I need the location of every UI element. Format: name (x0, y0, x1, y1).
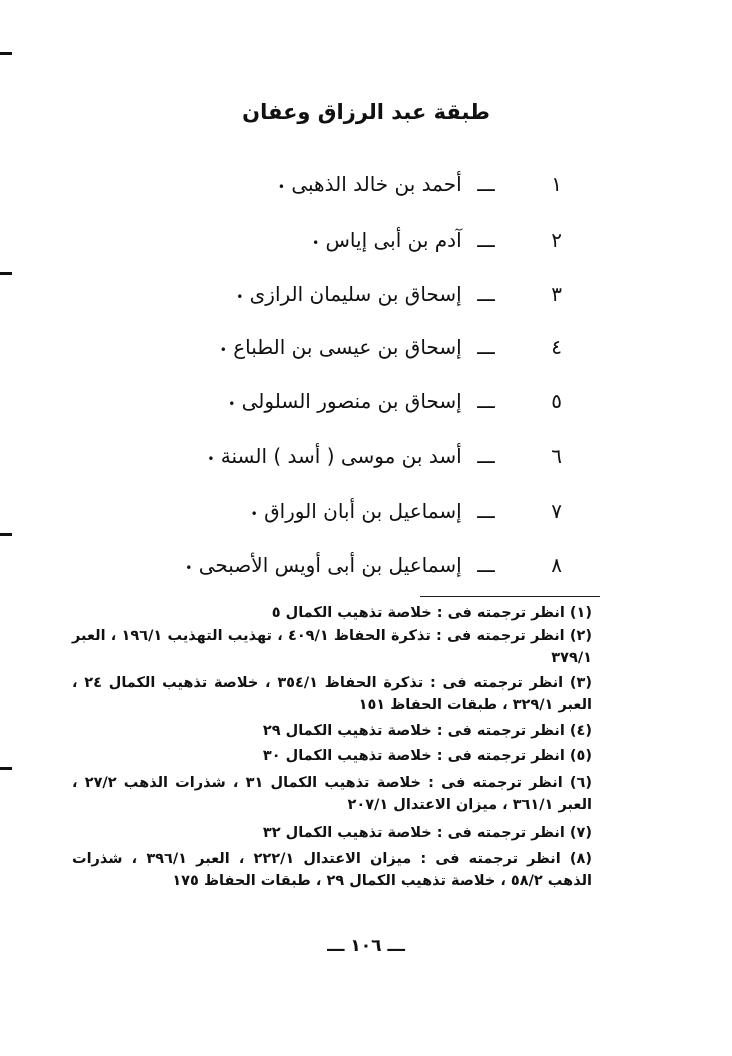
scan-edge-mark (0, 52, 12, 55)
footnote: (٢) انظر ترجمته فى : تذكرة الحفاظ ٤٠٩/١ ، تهذيب التهذيب ١٩٦/١ ، العبر ٣٧٩/١ (72, 628, 592, 666)
entry-name: آدم بن أبى إياس (325, 228, 462, 252)
entry-number: ٨ (551, 553, 562, 577)
footnote-marker: • (219, 343, 227, 357)
entry-number: ٦ (551, 444, 562, 468)
list-item (228, 387, 562, 418)
entry-number: ٥ (551, 389, 562, 413)
entry-dash: ـــ (477, 553, 495, 577)
list-item (251, 497, 562, 528)
list-item (312, 226, 562, 257)
footnote: (٨) انظر ترجمته فى : ميزان الاعتدال ٢٢٢/١ ، العبر ٣٩٦/١ ، شذرات الذهب ٥٨/٢ ، خلاصة تذهيب الكمال ٢٩ ، طبقات الحفاظ ١٧٥ (72, 851, 592, 889)
entry-dash: ـــ (477, 389, 495, 413)
entry-dash: ـــ (477, 282, 495, 306)
entry-dash: ـــ (477, 335, 495, 359)
entry-dash: ـــ (477, 228, 495, 252)
footnote-marker: • (277, 180, 285, 194)
list-item (278, 170, 562, 201)
footnote-marker: • (250, 507, 258, 521)
entry-name: إسحاق بن سليمان الرازى (249, 282, 462, 306)
entry-name: إسحاق بن عيسى بن الطباع (233, 335, 462, 359)
footnote: (٧) انظر ترجمته فى : خلاصة تذهيب الكمال ٣٢ (262, 825, 592, 841)
page-number: ـــ ١٠٦ ـــ (327, 936, 405, 956)
entry-name: إسماعيل بن أبان الوراق (264, 499, 462, 523)
list-item (185, 551, 562, 582)
footnote-marker: • (207, 452, 215, 466)
entry-dash: ـــ (477, 444, 495, 468)
footnote: (٤) انظر ترجمته فى : خلاصة تذهيب الكمال ٢٩ (262, 723, 592, 739)
footnote: (٦) انظر ترجمته فى : خلاصة تذهيب الكمال ٣١ ، شذرات الذهب ٢٧/٢ ، العبر ٣٦١/١ ، ميزان الاعتدال ٢٠٧/١ (72, 775, 592, 813)
entry-number: ٧ (551, 499, 562, 523)
entry-number: ١ (551, 172, 562, 196)
page-title: طبقة عبد الرزاق وعفان (242, 100, 490, 124)
entry-dash: ـــ (477, 172, 495, 196)
entry-number: ٣ (551, 282, 562, 306)
footnote-marker: • (236, 290, 244, 304)
list-item (207, 442, 562, 473)
footnote: (١) انظر ترجمته فى : خلاصة تذهيب الكمال ٥ (271, 605, 592, 621)
entry-number: ٢ (551, 228, 562, 252)
entry-dash: ـــ (477, 499, 495, 523)
footnote: (٥) انظر ترجمته فى : خلاصة تذهيب الكمال ٣٠ (262, 748, 592, 764)
scan-edge-mark (0, 272, 12, 275)
list-item (220, 333, 562, 364)
entry-name: إسماعيل بن أبى أويس الأصبحى (198, 553, 462, 577)
entry-name: أحمد بن خالد الذهبى (291, 172, 462, 196)
footnote-marker: • (228, 397, 236, 411)
entry-name: أسد بن موسى ( أسد ) السنة (220, 444, 462, 468)
footnote: (٣) انظر ترجمته فى : تذكرة الحفاظ ٣٥٤/١ ، خلاصة تذهيب الكمال ٢٤ ، العبر ٣٢٩/١ ، طبقات الحفاظ ١٥١ (72, 675, 592, 713)
scan-edge-mark (0, 533, 12, 536)
scan-edge-mark (0, 767, 12, 770)
list-item (236, 280, 562, 311)
footnote-marker: • (185, 561, 193, 575)
footnote-divider (420, 596, 600, 597)
entry-number: ٤ (551, 335, 562, 359)
footnote-marker: • (312, 236, 320, 250)
entry-name: إسحاق بن منصور السلولى (241, 389, 462, 413)
